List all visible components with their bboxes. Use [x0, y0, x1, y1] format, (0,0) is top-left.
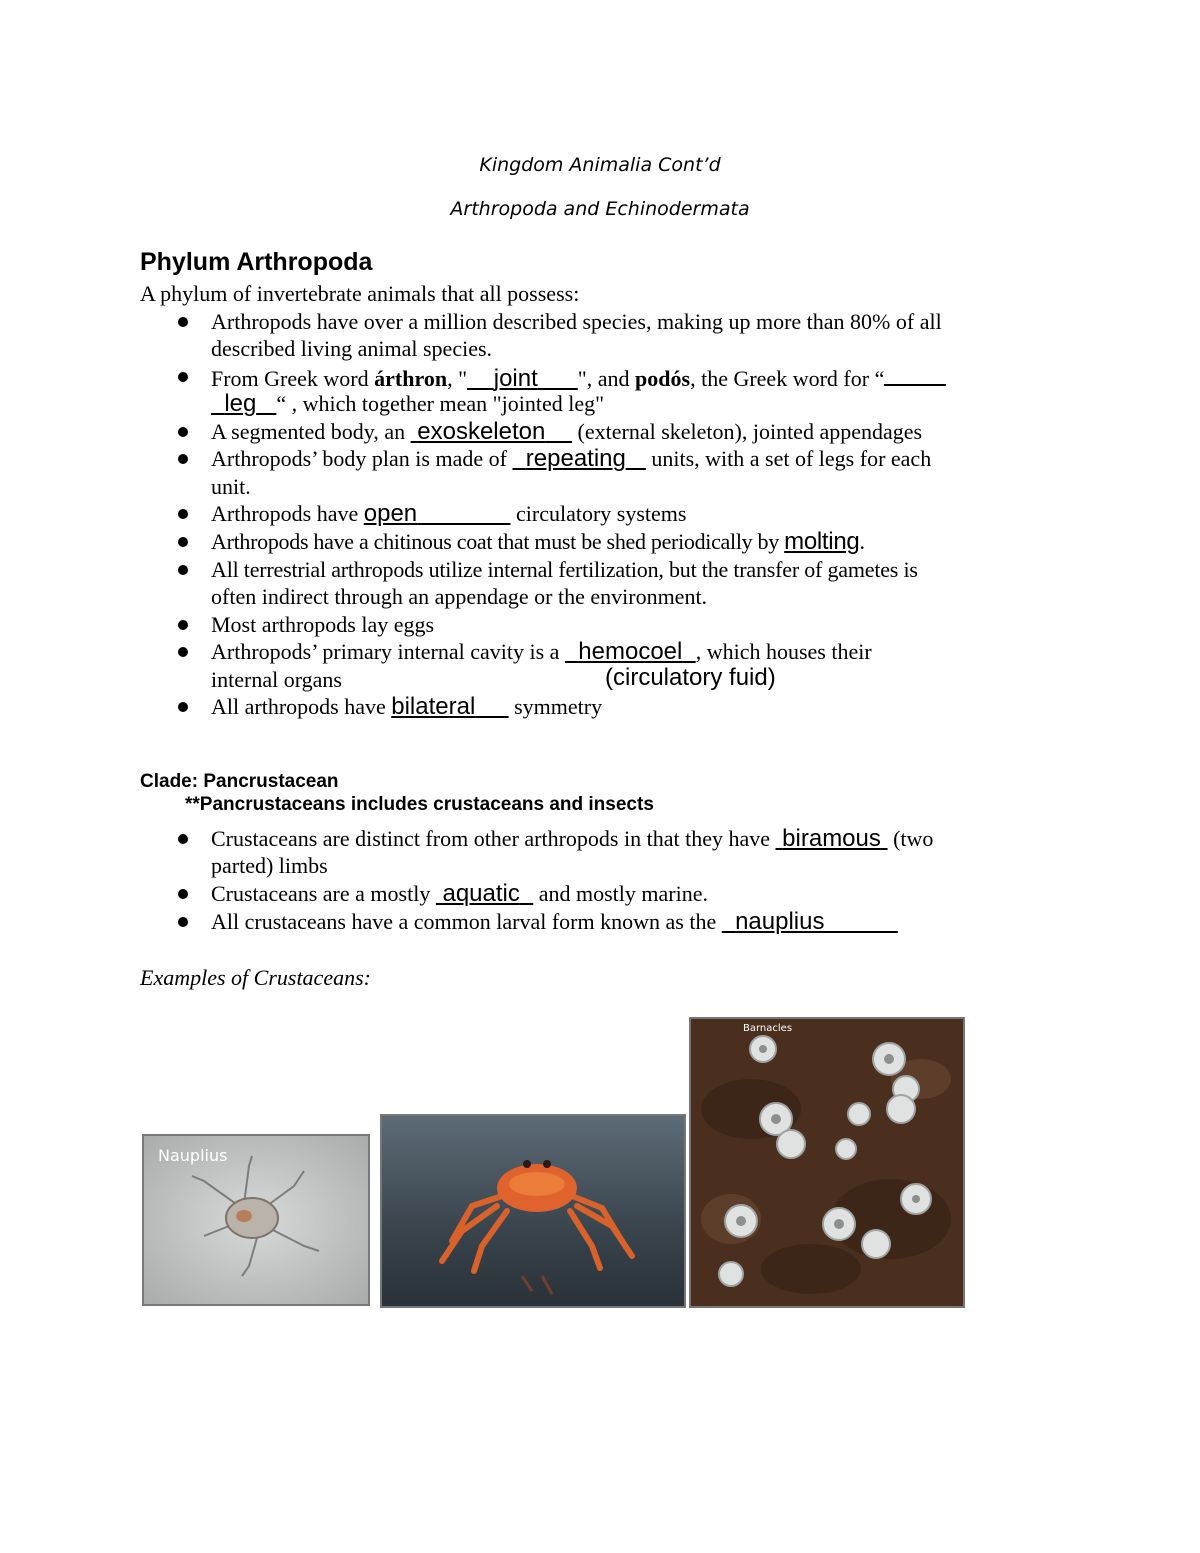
text: All crustaceans have a common larval form known as the — [211, 909, 722, 934]
bullet-dot — [178, 834, 188, 844]
bullet-dot — [178, 647, 188, 657]
answer-text: biramous — [782, 825, 881, 852]
bullet-dot — [178, 565, 188, 575]
answer-text: exoskeleton — [417, 418, 546, 445]
phylum-intro: A phylum of invertebrate animals that all possess: — [140, 281, 580, 306]
document-subtitle: Arthropoda and Echinodermata — [450, 198, 750, 220]
bullet-cavity-2: internal organs — [211, 667, 342, 692]
answer-repeating — [512, 445, 645, 472]
bullet-greek-line1 — [211, 364, 946, 392]
text: Arthropods have a chitinous coat that must be shed periodically by — [211, 529, 785, 554]
answer-exoskeleton — [411, 418, 572, 445]
text: Arthropods have — [211, 501, 364, 526]
bullet-dot — [178, 702, 188, 712]
answer-text: joint — [493, 364, 538, 392]
text: All arthropods have — [211, 694, 392, 719]
blank-line — [884, 364, 946, 386]
answer-molting: molting — [784, 528, 860, 555]
bullet-aquatic — [211, 881, 708, 907]
term-arthron: árthron — [374, 365, 448, 391]
clade-heading: Clade: Pancrustacean — [140, 771, 339, 792]
text: circulatory systems — [510, 501, 687, 526]
term-podos: podós — [635, 365, 691, 391]
bullet-fertilization-1: All terrestrial arthropods utilize internal fertilization, but the transfer of gametes is — [211, 557, 918, 582]
text: Crustaceans are distinct from other arthropods in that they have — [211, 826, 776, 851]
bullet-segmented — [211, 419, 922, 445]
bullet-dot — [178, 454, 188, 464]
phylum-heading: Phylum Arthropoda — [140, 248, 373, 276]
text: . — [859, 529, 865, 554]
text: (two — [887, 826, 934, 851]
text: , which houses their — [695, 639, 872, 664]
bullet-dot — [178, 317, 188, 327]
bullet-fertilization-2: often indirect through an appendage or the environment. — [211, 584, 708, 609]
answer-text: aquatic — [442, 880, 520, 907]
bullet-eggs: Most arthropods lay eggs — [211, 612, 435, 637]
crab-photo — [380, 1114, 686, 1308]
text: (external skeleton), jointed appendages — [572, 419, 923, 444]
answer-text: hemocoel — [578, 638, 683, 665]
bullet-dot — [178, 537, 188, 547]
answer-hemocoel — [565, 638, 696, 665]
answer-nauplius — [722, 908, 898, 935]
answer-text: bilateral — [391, 693, 476, 720]
bullet-body-plan-2: unit. — [211, 474, 251, 499]
text: “ , which together mean "jointed leg" — [276, 391, 605, 416]
barnacles-photo — [689, 1017, 965, 1308]
bullet-species-1: Arthropods have over a million described species, making up more than 80% of all — [211, 309, 942, 334]
answer-text: nauplius — [735, 908, 825, 935]
answer-joint — [467, 365, 578, 392]
bullet-species-2: described living animal species. — [211, 336, 493, 361]
text: Crustaceans are a mostly — [211, 881, 436, 906]
photo-label-nauplius: Nauplius — [158, 1146, 228, 1165]
bullet-biramous — [211, 826, 933, 852]
answer-text: repeating — [525, 445, 626, 472]
text: , the Greek word for “ — [690, 365, 885, 391]
crab-illustration — [382, 1116, 684, 1306]
answer-aquatic — [436, 880, 533, 907]
text: symmetry — [508, 694, 603, 719]
text: From Greek word — [211, 365, 375, 391]
bullet-dot — [178, 372, 188, 382]
answer-text: leg — [224, 390, 257, 417]
bullet-dot — [178, 917, 188, 927]
bullet-biramous-2: parted) limbs — [211, 853, 328, 878]
bullet-body-plan — [211, 446, 931, 472]
bullet-cavity — [211, 639, 872, 665]
answer-bilateral — [391, 693, 508, 720]
text: Arthropods’ primary internal cavity is a — [211, 639, 565, 664]
text: and mostly marine. — [533, 881, 708, 906]
bullet-greek-line2 — [211, 391, 604, 417]
answer-text: open — [363, 500, 418, 527]
bullet-dot — [178, 509, 188, 519]
barnacles-illustration — [691, 1019, 963, 1306]
answer-leg — [211, 390, 276, 417]
document-title: Kingdom Animalia Cont’d — [479, 154, 721, 176]
bullet-dot — [178, 427, 188, 437]
text: , " — [447, 365, 468, 391]
bullet-dot — [178, 620, 188, 630]
nauplius-photo — [142, 1134, 370, 1306]
clade-note: **Pancrustaceans includes crustaceans and insects — [185, 794, 654, 815]
bullet-nauplius — [211, 909, 898, 935]
answer-open — [364, 500, 511, 527]
bullet-dot — [178, 889, 188, 899]
bullet-circulatory — [211, 501, 686, 527]
handwritten-note: (circulatory fuid) — [605, 664, 776, 691]
text: ", and — [577, 365, 636, 391]
examples-heading: Examples of Crustaceans: — [140, 965, 371, 990]
text: A segmented body, an — [211, 419, 411, 444]
text: units, with a set of legs for each — [645, 446, 932, 471]
answer-biramous — [776, 825, 888, 852]
bullet-symmetry — [211, 694, 602, 720]
photo-label-barnacles: Barnacles — [743, 1023, 793, 1034]
text: Arthropods’ body plan is made of — [211, 446, 513, 471]
bullet-molting — [211, 529, 865, 555]
